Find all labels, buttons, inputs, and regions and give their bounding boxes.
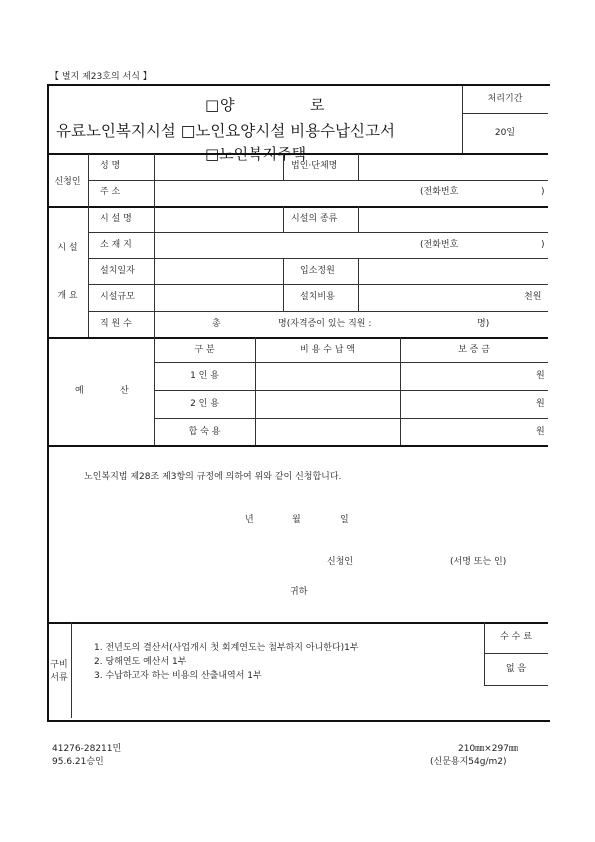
signer-label: 신청인 xyxy=(327,557,354,567)
capacity-field[interactable] xyxy=(359,260,547,284)
fee-label: 수 수 료 xyxy=(500,632,532,642)
budget-fee-field[interactable] xyxy=(256,420,399,444)
paper-type: (신문용지54g/m2) xyxy=(430,757,507,767)
date-year-label: 년 xyxy=(245,515,254,525)
facility-type-field[interactable] xyxy=(359,208,547,232)
title-line3-clip xyxy=(200,145,340,163)
install-date-field[interactable] xyxy=(155,260,282,284)
document-item: 3. 수납하고자 하는 비용의 산출내역서 1부 xyxy=(94,671,262,681)
location-field[interactable] xyxy=(155,234,547,258)
scale-label: 시설규모 xyxy=(100,292,135,302)
document-item: 1. 전년도의 결산서(사업개시 첫 회계연도는 첨부하지 아니한다)1부 xyxy=(94,643,359,653)
install-cost-unit: 천원 xyxy=(524,292,542,302)
budget-row-label: 합 숙 용 xyxy=(188,427,221,437)
applicant-phone-close: ) xyxy=(541,187,545,197)
document-item: 2. 당해연도 예산서 1부 xyxy=(94,657,187,667)
date-day-label: 일 xyxy=(340,515,349,525)
staff-field[interactable] xyxy=(155,313,547,336)
install-cost-label: 설치비용 xyxy=(300,292,335,302)
name-label: 성 명 xyxy=(100,161,121,171)
title-line3: □노인복지주택 xyxy=(205,145,307,163)
documents-label-1: 구비 xyxy=(50,660,68,670)
staff-detail-label: 명(자격증이 있는 직원 : xyxy=(278,319,372,329)
facility-name-label: 시 설 명 xyxy=(100,214,132,224)
facility-phone-label: (전화번호 xyxy=(420,240,459,250)
budget-group-label-2: 산 xyxy=(120,386,129,396)
budget-fee-field[interactable] xyxy=(256,392,399,417)
budget-header-fee: 비 용 수 납 액 xyxy=(300,345,355,355)
install-date-label: 설치일자 xyxy=(100,266,135,276)
budget-row-unit: 원 xyxy=(536,371,545,381)
applicant-phone-label: (전화번호 xyxy=(420,187,459,197)
scale-field[interactable] xyxy=(155,286,282,310)
title-line1-box: □ xyxy=(205,96,220,114)
date-month-label: 월 xyxy=(292,515,301,525)
statement-text: 노인복지법 제28조 제3항의 규정에 의하여 위와 같이 신청합니다. xyxy=(84,472,342,482)
processing-period-label: 처리기간 xyxy=(487,94,523,104)
approval-date: 95.6.21승인 xyxy=(52,757,104,767)
address-field[interactable] xyxy=(155,181,547,205)
name-field[interactable] xyxy=(155,155,282,179)
fee-value: 없 음 xyxy=(505,664,527,674)
signature-label: (서명 또는 인) xyxy=(450,557,507,567)
facility-group-label-2: 개 요 xyxy=(57,291,78,301)
facility-group-label-1: 시 설 xyxy=(57,243,78,253)
addressee-label: 귀하 xyxy=(290,587,308,597)
corp-name-field[interactable] xyxy=(359,155,547,179)
install-cost-field[interactable] xyxy=(359,286,547,310)
corp-name-label: 법인·단체명 xyxy=(291,161,338,171)
facility-phone-close: ) xyxy=(541,240,545,250)
facility-type-label: 시설의 종류 xyxy=(291,214,338,224)
title-line1-a: 양 xyxy=(220,96,235,114)
title-line1-b: 로 xyxy=(310,96,325,114)
budget-row-unit: 원 xyxy=(536,427,545,437)
address-label: 주 소 xyxy=(100,187,121,197)
location-label: 소 재 지 xyxy=(100,240,132,250)
budget-fee-field[interactable] xyxy=(256,364,399,389)
title-line2: 유료노인복지시설 □노인요양시설 비용수납신고서 xyxy=(56,122,395,140)
facility-name-field[interactable] xyxy=(155,208,282,232)
budget-header-category: 구 분 xyxy=(194,345,215,355)
documents-label-2: 서류 xyxy=(50,673,68,683)
budget-row-label: 2 인 용 xyxy=(190,399,219,409)
staff-unit: 명) xyxy=(477,319,490,329)
budget-deposit-field[interactable] xyxy=(401,364,547,389)
processing-period-value: 20일 xyxy=(494,128,516,138)
paper-size: 210㎜×297㎜ xyxy=(458,744,518,754)
budget-header-deposit: 보 증 금 xyxy=(458,345,490,355)
form-code: 41276-28211민 xyxy=(52,744,122,754)
applicant-group-label: 신청인 xyxy=(54,177,81,187)
budget-deposit-field[interactable] xyxy=(401,420,547,444)
budget-deposit-field[interactable] xyxy=(401,392,547,417)
budget-group-label-1: 예 xyxy=(75,386,84,396)
budget-row-label: 1 인 용 xyxy=(190,371,219,381)
form-number: 【 별지 제23호의 서식 】 xyxy=(50,72,152,82)
capacity-label: 입소정원 xyxy=(300,266,335,276)
budget-row-unit: 원 xyxy=(536,399,545,409)
staff-label: 직 원 수 xyxy=(100,319,132,329)
staff-total-label: 총 xyxy=(212,319,221,329)
